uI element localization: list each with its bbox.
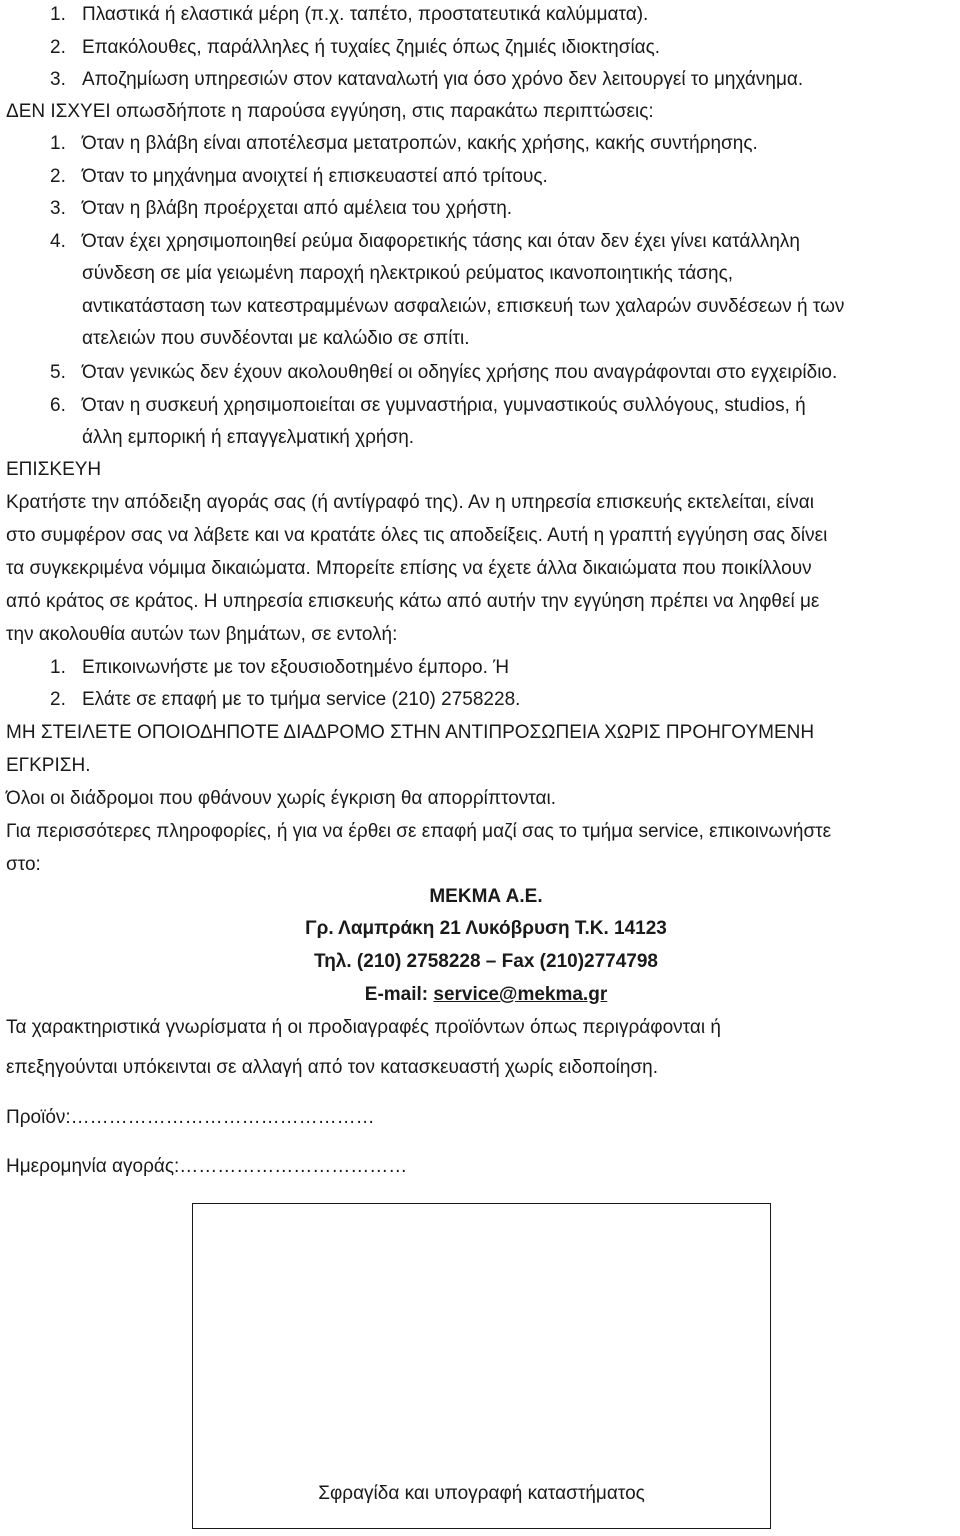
exclusion-4-text-line-4: ατελειών που συνδέονται με καλώδιο σε σπίτι. [82, 328, 470, 349]
step-1-number: 1. [50, 657, 66, 678]
exclusion-4-text-line-2: σύνδεση σε μία γειωμένη παροχή ηλεκτρικού ρεύματος ικανοποιητικής τάσης, [82, 263, 734, 284]
product-field: Προϊόν:………………………………………… [6, 1107, 375, 1128]
repair-paragraph-line-3: τα συγκεκριμένα νόμιμα δικαιώματα. Μπορείτε επίσης να έχετε άλλα δικαιώματα που ποικίλλουν [6, 558, 812, 579]
exclusion-6-text-line-2: άλλη εμπορική ή επαγγελματική χρήση. [82, 427, 415, 448]
exclusion-6-text-line-1: Όταν η συσκευή χρησιμοποιείται σε γυμναστήρια, γυμναστικούς συλλόγους, studios, ή [82, 395, 806, 416]
exclusion-3-number: 3. [50, 198, 66, 219]
exclusion-4-number: 4. [50, 231, 66, 252]
exclusion-2-number: 2. [50, 166, 66, 187]
warning-line-1: ΜΗ ΣΤΕΙΛΕΤΕ ΟΠΟΙΟΔΗΠΟΤΕ ΔΙΑΔΡΟΜΟ ΣΤΗΝ ΑΝΤΙΠΡΟΣΩΠΕΙΑ ΧΩΡΙΣ ΠΡΟΗΓΟΥΜΕΝΗ [6, 722, 815, 743]
contact-email-line [0, 983, 960, 1007]
repair-paragraph-line-4: από κράτος σε κράτος. Η υπηρεσία επισκευής κάτω από αυτήν την εγγύηση πρέπει να ληφθεί με [6, 591, 820, 612]
top-item-3-text: Αποζημίωση υπηρεσιών στον καταναλωτή για όσο χρόνο δεν λειτουργεί το μηχάνημα. [82, 69, 804, 90]
contact-email-link[interactable]: service@mekma.gr [433, 984, 608, 1005]
exclusion-4-text-line-1: Όταν έχει χρησιμοποιηθεί ρεύμα διαφορετικής τάσης και όταν δεν έχει γίνει κατάλληλη [82, 231, 800, 252]
contact-phone: Τηλ. (210) 2758228 – Fax (210)2774798 [314, 951, 658, 972]
reject-line: Όλοι οι διάδρομοι που φθάνουν χωρίς έγκριση θα απορρίπτονται. [6, 788, 557, 809]
top-item-2-text: Επακόλουθες, παράλληλες ή τυχαίες ζημιές όπως ζημιές ιδιοκτησίας. [82, 37, 661, 58]
step-1-text: Επικοινωνήστε με τον εξουσιοδοτημένο έμπορο. Ή [82, 657, 510, 678]
exclusion-1-number: 1. [50, 133, 66, 154]
contact-address: Γρ. Λαμπράκη 21 Λυκόβρυση Τ.Κ. 14123 [305, 918, 667, 939]
info-line-2: στο: [6, 854, 41, 875]
specs-line-1: Τα χαρακτηριστικά γνωρίσματα ή οι προδιαγραφές προϊόντων όπως περιγράφονται ή [6, 1017, 721, 1038]
top-item-1-number: 1. [50, 4, 66, 25]
repair-paragraph-line-2: στο συμφέρον σας να λάβετε και να κρατάτε όλες τις αποδείξεις. Αυτή η γραπτή εγγύηση σας δίνει [6, 525, 828, 546]
top-item-2-number: 2. [50, 37, 66, 58]
purchase-date-field: Ημερομηνία αγοράς:……………………………… [6, 1156, 408, 1177]
repair-paragraph-line-1: Κρατήστε την απόδειξη αγοράς σας (ή αντίγραφό της). Αν η υπηρεσία επισκευής εκτελείται, είναι [6, 492, 814, 513]
exclusion-6-number: 6. [50, 395, 66, 416]
exclusion-2-text: Όταν το μηχάνημα ανοιχτεί ή επισκευαστεί από τρίτους. [82, 166, 548, 187]
top-item-1-text: Πλαστικά ή ελαστικά μέρη (π.χ. ταπέτο, προστατευτικά καλύμματα). [82, 4, 649, 25]
specs-line-2: επεξηγούνται υπόκεινται σε αλλαγή από τον κατασκευαστή χωρίς ειδοποίηση. [6, 1057, 659, 1078]
exclusion-5-text: Όταν γενικώς δεν έχουν ακολουθηθεί οι οδηγίες χρήσης που αναγράφονται στο εγχειρίδιο. [82, 362, 838, 383]
repair-paragraph-line-5: την ακολουθία αυτών των βημάτων, σε εντολή: [6, 624, 398, 645]
exclusion-1-text: Όταν η βλάβη είναι αποτέλεσμα μετατροπών, κακής χρήσης, κακής συντήρησης. [82, 133, 758, 154]
stamp-signature-box [192, 1203, 771, 1529]
exclusions-heading: ΔΕΝ ΙΣΧΥΕΙ οπωσδήποτε η παρούσα εγγύηση, στις παρακάτω περιπτώσεις: [6, 101, 654, 122]
top-item-3-number: 3. [50, 69, 66, 90]
contact-company: ΜΕΚΜΑ Α.Ε. [429, 886, 543, 907]
step-2-number: 2. [50, 689, 66, 710]
exclusion-4-text-line-3: αντικατάσταση των κατεστραμμένων ασφαλειών, επισκευή των χαλαρών συνδέσεων ή των [82, 296, 845, 317]
exclusion-5-number: 5. [50, 362, 66, 383]
exclusion-3-text: Όταν η βλάβη προέρχεται από αμέλεια του χρήστη. [82, 198, 513, 219]
contact-email-label: E-mail: [364, 984, 434, 1005]
warning-line-2: ΕΓΚΡΙΣΗ. [6, 755, 91, 776]
step-2-text: Ελάτε σε επαφή με το τμήμα service (210) 2758228. [82, 689, 521, 710]
repair-heading: ΕΠΙΣΚΕΥΗ [6, 459, 102, 480]
stamp-label: Σφραγίδα και υπογραφή καταστήματος [318, 1483, 645, 1504]
info-line-1: Για περισσότερες πληροφορίες, ή για να έρθει σε επαφή μαζί σας το τμήμα service, επικοινωνήστε [6, 821, 832, 842]
